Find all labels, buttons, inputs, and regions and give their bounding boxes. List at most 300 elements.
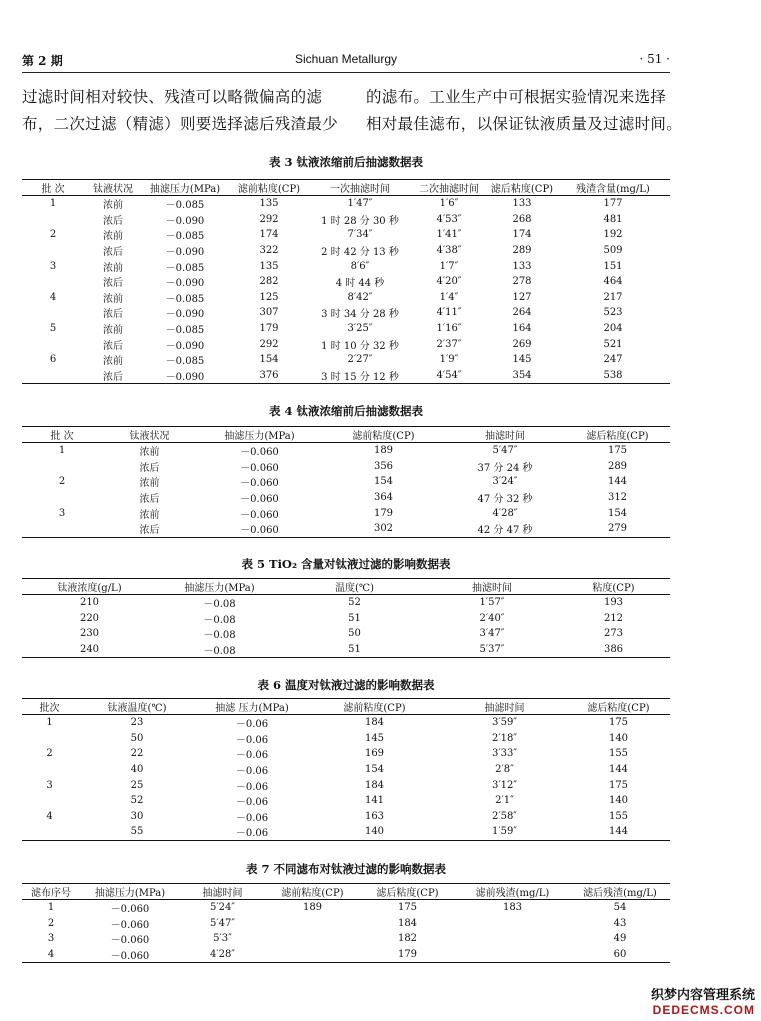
table-cell: －0.060 [240, 494, 279, 506]
table-row [22, 746, 670, 762]
table-cell: 354 [488, 368, 556, 384]
table-cell: －0.090 [142, 368, 228, 384]
column-header: 滤后粘度(CP) [565, 427, 670, 443]
table-cell: －0.06 [235, 750, 269, 762]
table-cell: 192 [603, 229, 623, 241]
table-cell: －0.085 [165, 325, 205, 337]
text-line: 的滤布。工业生产中可根据实验情况来选择 [366, 88, 667, 106]
text-line: 相对最佳滤布，以保证钛液质量及过滤时间。 [366, 115, 683, 133]
table-cell [22, 274, 84, 290]
table-cell: －0.060 [240, 447, 279, 459]
table-cell: 51 [282, 642, 427, 658]
table-cell: 135 [259, 260, 279, 272]
table-cell: 30 [130, 810, 144, 822]
table-cell: 浓前 [103, 231, 123, 243]
table-cell: 7′34″ [347, 229, 373, 241]
column-header: 抽滤压力(MPa) [80, 884, 180, 900]
table-cell: 2′18″ [491, 732, 518, 744]
table-cell: 1′57″ [479, 597, 505, 609]
table-cell: 175 [397, 902, 418, 914]
table-cell: －0.085 [165, 293, 205, 305]
table-cell: 322 [259, 245, 279, 257]
table-row [22, 321, 670, 337]
table-cell: 268 [512, 213, 532, 225]
table-cell: 174 [259, 229, 279, 241]
table-cell: －0.085 [165, 231, 205, 243]
table-cell: 481 [603, 213, 623, 225]
table-cell: 25 [130, 779, 144, 791]
table-header-row [22, 180, 670, 196]
table-row [22, 336, 670, 352]
table-cell: 3′33″ [491, 748, 518, 760]
table-row [22, 368, 670, 384]
table-cell: 175 [607, 445, 628, 457]
table-row [22, 642, 670, 658]
text-line: 过滤时间相对较快、残渣可以略微偏高的滤 [22, 88, 323, 106]
table-row [22, 731, 670, 747]
text-line: 布，二次过滤（精滤）则要选择滤后残渣最少 [22, 115, 339, 133]
journal-name: Sichuan Metallurgy [294, 52, 398, 66]
table-cell: 43 [613, 917, 627, 929]
table-cell: 3 [58, 507, 66, 519]
table-row [22, 274, 670, 290]
table-cell: 浓后 [103, 278, 123, 290]
table-cell: 184 [364, 717, 385, 729]
table-row [22, 474, 670, 490]
table-cell: 8′42″ [347, 291, 373, 303]
table-cell: －0.090 [165, 340, 205, 352]
running-header [22, 50, 670, 73]
table-cell: 376 [228, 368, 310, 384]
table-cell: 240 [22, 642, 157, 658]
table-cell: 220 [79, 612, 100, 624]
table-cell: 282 [259, 276, 279, 288]
table-cell: 184 [364, 779, 385, 791]
table-cell: 2 时 42 分 13 秒 [321, 247, 399, 259]
table-cell: 1′16″ [436, 323, 462, 335]
column-header: 抽滤压力(MPa) [197, 427, 322, 443]
table-cell: 2 [49, 229, 57, 241]
table-cell: 1 [49, 198, 57, 210]
table-cell: 2 [47, 917, 55, 929]
table-cell: 50 [348, 628, 361, 640]
table-cell: 133 [512, 198, 532, 210]
table-cell: －0.085 [165, 356, 205, 368]
table-cell: －0.060 [110, 919, 150, 931]
table-cell: －0.06 [235, 766, 269, 778]
table-cell: 浓后 [103, 309, 123, 321]
table-cell: 302 [322, 521, 445, 537]
table-6 [22, 698, 670, 841]
table-cell: 3 [46, 779, 53, 791]
table-cell: 浓前 [103, 356, 123, 368]
table-row [22, 443, 670, 459]
table-cell: 538 [556, 368, 670, 384]
column-header: 温度(℃) [282, 579, 427, 595]
table-cell: 浓前 [103, 293, 123, 305]
table-cell: 154 [607, 507, 628, 519]
table-cell: 4′53″ [436, 213, 462, 225]
issue-number: 第 2 期 [22, 54, 63, 68]
table-cell: 1 时 28 分 30 秒 [321, 215, 399, 227]
table-cell: 125 [259, 291, 279, 303]
table-cell: 浓后 [103, 340, 123, 352]
table-row [22, 809, 670, 825]
table-cell [22, 762, 77, 778]
table-cell: 141 [364, 795, 385, 807]
table-cell: 154 [373, 476, 394, 488]
table-row [22, 290, 670, 306]
table-cell: 5 [49, 323, 57, 335]
table-row [22, 916, 670, 932]
column-header: 钛液浓度(g/L) [22, 579, 157, 595]
column-header: 批 次 [22, 427, 102, 443]
table-cell: 144 [567, 824, 670, 840]
table-cell: －0.06 [235, 734, 269, 746]
table-cell: 3 [49, 260, 57, 272]
table-cell: －0.06 [235, 719, 269, 731]
table-cell: 163 [364, 810, 385, 822]
column-header: 抽滤时间 [445, 427, 565, 443]
table-cell: 5′3″ [213, 933, 232, 945]
table-cell: 155 [608, 748, 629, 760]
table-cell [455, 916, 570, 932]
table-row [22, 227, 670, 243]
table-cell: 133 [512, 260, 532, 272]
table-cell: 1 [58, 445, 66, 457]
table-cell: 521 [603, 338, 623, 350]
table-cell: 179 [259, 323, 279, 335]
table-cell [22, 459, 102, 475]
table-row [22, 931, 670, 947]
table-cell: －0.060 [110, 935, 150, 947]
table-4 [22, 426, 670, 538]
table-cell: 356 [373, 460, 394, 472]
table-cell: 184 [397, 917, 418, 929]
table-cell [265, 916, 360, 932]
table-cell: 4′28″ [492, 507, 518, 519]
table-cell [22, 243, 84, 259]
table-cell: －0.08 [203, 614, 236, 626]
table-cell: 189 [302, 902, 323, 914]
column-header: 钛液状况 [102, 427, 197, 443]
table-cell: 182 [397, 933, 418, 945]
table-cell [455, 931, 570, 947]
table-row [22, 762, 670, 778]
table-cell: 247 [603, 354, 623, 366]
table-cell [22, 521, 102, 537]
table-cell: 37 分 24 秒 [477, 462, 533, 474]
table-cell: 3′24″ [492, 476, 518, 488]
table-cell: 145 [364, 732, 385, 744]
table-5-caption: 表 5 TiO₂ 含量对钛液过滤的影响数据表 [241, 557, 451, 571]
table-3 [22, 179, 670, 384]
table-row [22, 305, 670, 321]
table-cell: 23 [130, 717, 144, 729]
table-cell: －0.060 [80, 947, 180, 963]
table-cell: 4 [22, 947, 80, 963]
column-header: 滤前残渣(mg/L) [455, 884, 570, 900]
table-cell: 浓前 [103, 325, 123, 337]
table-7-caption: 表 7 不同滤布对钛液过滤的影响数据表 [245, 862, 446, 876]
column-header: 批次 [22, 699, 77, 715]
table-cell: 273 [603, 628, 624, 640]
table-cell: 2 [58, 476, 66, 488]
table-cell: 2′37″ [436, 338, 462, 350]
table-cell: 4′28″ [180, 947, 265, 963]
table-row [22, 715, 670, 731]
table-cell [265, 931, 360, 947]
table-cell: 292 [259, 213, 279, 225]
table-cell: 浓前 [103, 262, 123, 274]
table-row [22, 505, 670, 521]
column-header: 滤后粘度(CP) [488, 180, 556, 196]
table-cell: －0.08 [157, 642, 282, 658]
table-cell: 4′20″ [436, 276, 462, 288]
table-cell: 204 [603, 323, 623, 335]
table-cell: 175 [608, 717, 629, 729]
page-number: · 51 · [639, 52, 670, 66]
column-header: 批 次 [22, 180, 84, 196]
column-header: 钛液温度(℃) [77, 699, 197, 715]
table-cell: －0.06 [235, 797, 269, 809]
table-cell: 179 [373, 507, 394, 519]
table-3-caption: 表 3 钛液浓缩前后抽滤数据表 [268, 155, 423, 169]
table-cell: 5′47″ [209, 917, 236, 929]
table-cell: 193 [603, 597, 624, 609]
table-cell: 52 [130, 795, 144, 807]
table-cell: 4′54″ [410, 368, 488, 384]
table-cell: 3′59″ [491, 717, 518, 729]
table-row [22, 611, 670, 627]
table-cell: 289 [607, 460, 628, 472]
table-cell: －0.060 [240, 462, 279, 474]
table-row [22, 595, 670, 611]
table-cell: 1 [46, 717, 53, 729]
table-cell: 144 [608, 764, 629, 776]
table-cell: 40 [130, 764, 144, 776]
table-cell: 1′6″ [439, 198, 459, 210]
table-cell: －0.060 [110, 904, 150, 916]
table-cell: －0.06 [197, 824, 307, 840]
table-cell: 140 [307, 824, 442, 840]
table-cell: 279 [565, 521, 670, 537]
table-cell: 51 [348, 612, 361, 624]
table-cell [22, 490, 102, 506]
table-row [22, 196, 670, 212]
table-cell: 289 [512, 245, 532, 257]
table-row [22, 947, 670, 963]
table-cell: 151 [603, 260, 623, 272]
table-cell: 3 时 34 分 28 秒 [321, 309, 399, 321]
table-cell: －0.060 [197, 521, 322, 537]
table-cell: 464 [603, 276, 623, 288]
table-cell: 189 [373, 445, 394, 457]
table-cell: 127 [512, 291, 532, 303]
table-cell: 1′59″ [442, 824, 567, 840]
table-cell: 5′47″ [492, 445, 518, 457]
table-cell: 60 [570, 947, 670, 963]
table-cell: 浓前 [103, 200, 123, 212]
table-cell: 312 [607, 492, 628, 504]
table-cell: 47 分 32 秒 [477, 494, 533, 506]
table-cell: 3′25″ [347, 323, 373, 335]
table-row [22, 490, 670, 506]
table-cell: －0.08 [203, 599, 236, 611]
intro-paragraph-right [366, 84, 683, 138]
table-cell: 140 [608, 795, 629, 807]
column-header: 抽滤 压力(MPa) [197, 699, 307, 715]
table-cell: 浓前 [139, 447, 160, 459]
table-cell [22, 212, 84, 228]
table-cell: 278 [512, 276, 532, 288]
table-cell: －0.090 [165, 278, 205, 290]
table-row [22, 900, 670, 916]
table-row [22, 793, 670, 809]
table-cell: 5′37″ [427, 642, 557, 658]
table-cell [22, 305, 84, 321]
table-cell: 3 [47, 933, 55, 945]
table-cell: 264 [512, 307, 532, 319]
table-cell: 52 [348, 597, 361, 609]
table-5 [22, 578, 670, 658]
table-row [22, 521, 670, 537]
table-header-row [22, 884, 670, 900]
watermark [651, 984, 755, 1017]
table-cell: －0.06 [235, 781, 269, 793]
table-cell: 22 [130, 748, 144, 760]
table-7 [22, 883, 670, 963]
column-header: 滤后粘度(CP) [360, 884, 455, 900]
table-cell: 509 [603, 245, 623, 257]
table-header-row [22, 579, 670, 595]
table-cell: 292 [259, 338, 279, 350]
table-cell: 140 [608, 732, 629, 744]
column-header: 残渣含量(mg/L) [556, 180, 670, 196]
table-cell: 175 [608, 779, 629, 791]
table-cell: 2 [46, 748, 53, 760]
table-cell: 1′9″ [439, 354, 459, 366]
table-cell: 269 [512, 338, 532, 350]
table-cell: 183 [502, 902, 523, 914]
table-cell: 212 [603, 612, 624, 624]
table-cell: 1′47″ [347, 198, 373, 210]
table-cell: －0.060 [240, 509, 279, 521]
table-cell: －0.06 [235, 812, 269, 824]
table-cell: 2′1″ [495, 795, 514, 807]
watermark-title: 织梦内容管理系统 [650, 987, 755, 1002]
table-cell: 4 [46, 810, 53, 822]
table-cell: 364 [373, 492, 394, 504]
table-row [22, 212, 670, 228]
table-header-row [22, 427, 670, 443]
table-cell: －0.085 [165, 200, 205, 212]
column-header: 钛液状况 [84, 180, 142, 196]
column-header: 抽滤时间 [180, 884, 265, 900]
watermark-url: DEDECMS.COM [652, 1003, 755, 1017]
table-cell: 浓前 [139, 509, 160, 521]
table-cell [265, 947, 360, 963]
table-cell: 浓后 [103, 215, 123, 227]
table-cell: 1 时 10 分 32 秒 [321, 340, 399, 352]
table-cell: 217 [603, 291, 623, 303]
table-cell: 2′40″ [479, 612, 505, 624]
table-cell: 浓后 [84, 368, 142, 384]
table-cell: 2′58″ [491, 810, 518, 822]
table-cell: 2′8″ [495, 764, 514, 776]
table-cell: 1 [47, 902, 55, 914]
table-cell: －0.090 [165, 309, 205, 321]
table-cell: 浓后 [102, 521, 197, 537]
table-cell: 174 [512, 229, 532, 241]
table-cell [22, 731, 77, 747]
table-cell: －0.090 [165, 247, 205, 259]
table-cell: 54 [613, 902, 627, 914]
table-cell: 5′24″ [209, 902, 236, 914]
table-cell: 154 [364, 764, 385, 776]
table-cell: 4 时 44 秒 [335, 278, 385, 290]
table-cell: 230 [79, 628, 100, 640]
table-cell: 浓后 [139, 494, 160, 506]
table-cell: 4 [49, 291, 57, 303]
table-cell: 210 [79, 597, 100, 609]
column-header: 抽滤时间 [427, 579, 557, 595]
table-cell: 3′12″ [491, 779, 518, 791]
column-header: 一次抽滤时间 [310, 180, 410, 196]
table-cell: 50 [130, 732, 144, 744]
intro-paragraph-left [22, 84, 342, 138]
column-header: 二次抽滤时间 [410, 180, 488, 196]
column-header: 抽滤时间 [442, 699, 567, 715]
table-cell: 49 [613, 933, 627, 945]
table-cell: 3 时 15 分 12 秒 [310, 368, 410, 384]
table-cell: －0.08 [203, 630, 236, 642]
table-cell: 1′4″ [439, 291, 459, 303]
column-header: 滤前粘度(CP) [307, 699, 442, 715]
table-row [22, 824, 670, 840]
table-row [22, 626, 670, 642]
table-cell [22, 336, 84, 352]
table-cell [22, 793, 77, 809]
column-header: 抽滤压力(MPa) [142, 180, 228, 196]
column-header: 粘度(CP) [557, 579, 670, 595]
table-header-row [22, 699, 670, 715]
table-cell [455, 947, 570, 963]
table-cell: 155 [608, 810, 629, 822]
table-cell [22, 824, 77, 840]
column-header: 抽滤压力(MPa) [157, 579, 282, 595]
table-row [22, 258, 670, 274]
table-cell: 1′41″ [436, 229, 462, 241]
table-6-caption: 表 6 温度对钛液过滤的影响数据表 [257, 678, 435, 692]
table-row [22, 459, 670, 475]
table-cell: 浓后 [103, 247, 123, 259]
table-cell: 6 [49, 354, 57, 366]
column-header: 滤后粘度(CP) [567, 699, 670, 715]
column-header: 滤布序号 [22, 884, 80, 900]
table-cell: 8′6″ [350, 260, 370, 272]
table-cell: 55 [77, 824, 197, 840]
table-cell: 386 [557, 642, 670, 658]
column-header: 滤前粘度(CP) [228, 180, 310, 196]
table-cell: 169 [364, 748, 385, 760]
table-4-caption: 表 4 钛液浓缩前后抽滤数据表 [268, 404, 423, 418]
table-row [22, 777, 670, 793]
table-cell: －0.090 [165, 215, 205, 227]
table-cell: 179 [360, 947, 455, 963]
table-cell: 3′47″ [479, 628, 505, 640]
column-header: 滤前粘度(CP) [265, 884, 360, 900]
